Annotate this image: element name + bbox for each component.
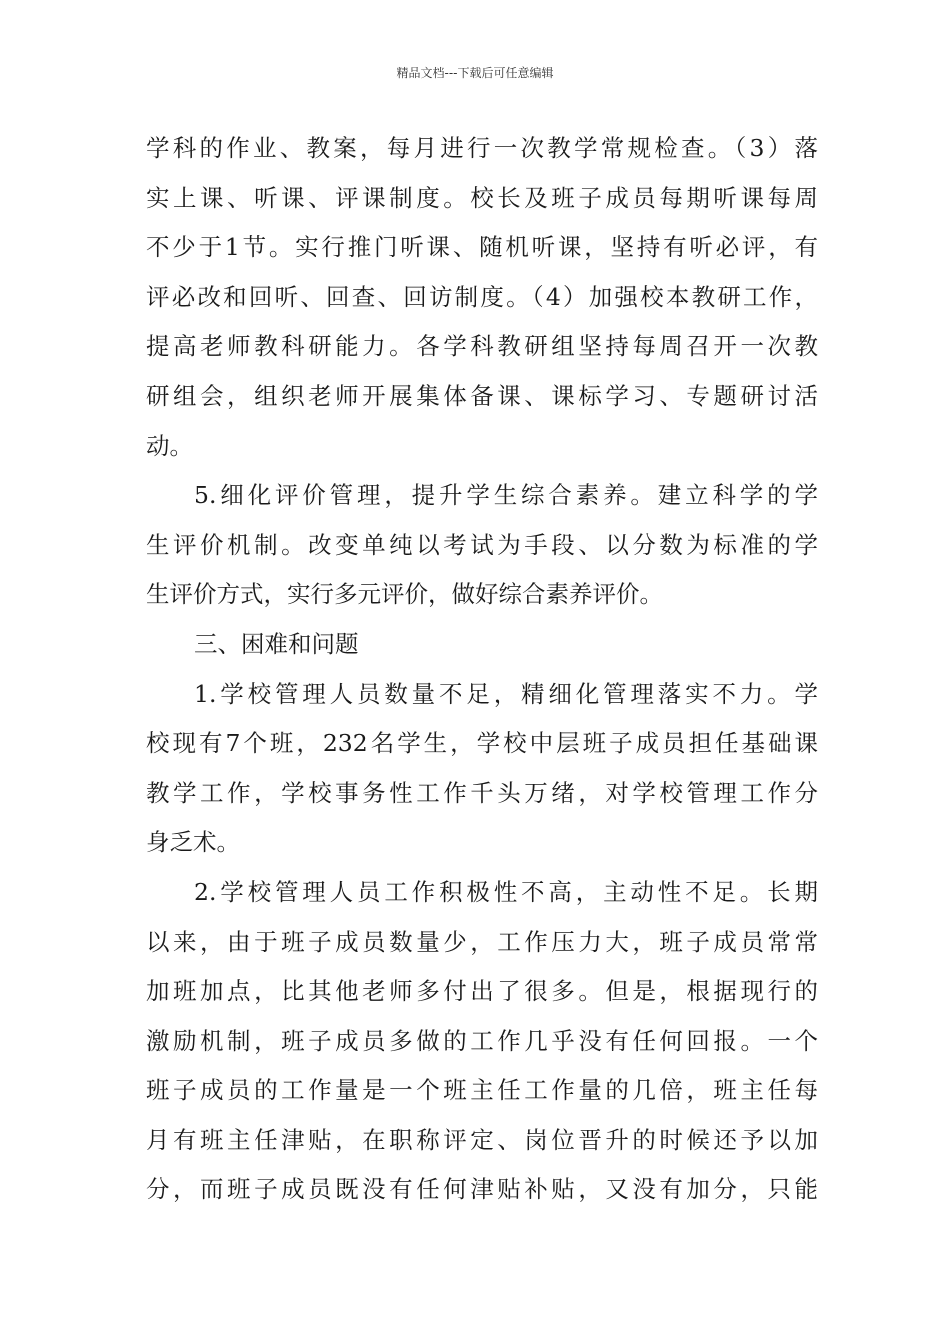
text-line: 生评价机制。改变单纯以考试为手段、以分数为标准的学 bbox=[146, 530, 818, 559]
document-body bbox=[146, 124, 818, 1215]
text-line: 研组会，组织老师开展集体备课、课标学习、专题研讨活 bbox=[146, 381, 818, 410]
text-line: 生评价方式，实行多元评价，做好综合素养评价。 bbox=[146, 580, 663, 609]
text-line: 教学工作，学校事务性工作千头万绪，对学校管理工作分 bbox=[146, 778, 818, 807]
section-heading: 三、困难和问题 bbox=[194, 629, 359, 658]
text-line: 不少于1节。实行推门听课、随机听课，坚持有听必评，有 bbox=[146, 233, 818, 262]
text-line: 校现有7个班，232名学生，学校中层班子成员担任基础课 bbox=[146, 729, 818, 758]
text-line: 激励机制，班子成员多做的工作几乎没有任何回报。一个 bbox=[146, 1026, 818, 1055]
text-line: 身乏术。 bbox=[146, 828, 240, 857]
text-line: 评必改和回听、回查、回访制度。（4）加强校本教研工作， bbox=[146, 282, 818, 311]
text-line: 班子成员的工作量是一个班主任工作量的几倍，班主任每 bbox=[146, 1076, 818, 1105]
text-line: 提高老师教科研能力。各学科教研组坚持每周召开一次教 bbox=[146, 332, 818, 361]
text-line: 学科的作业、教案，每月进行一次教学常规检查。（3）落 bbox=[146, 134, 818, 162]
text-line: 加班加点，比其他老师多付出了很多。但是，根据现行的 bbox=[146, 977, 818, 1006]
paragraph-first-line: 5.细化评价管理，提升学生综合素养。建立科学的学 bbox=[194, 481, 818, 510]
paragraph-first-line: 1.学校管理人员数量不足，精细化管理落实不力。学 bbox=[194, 679, 818, 708]
text-line: 以来，由于班子成员数量少，工作压力大，班子成员常常 bbox=[146, 927, 818, 956]
text-line: 分，而班子成员既没有任何津贴补贴，又没有加分，只能 bbox=[146, 1175, 818, 1204]
text-line: 实上课、听课、评课制度。校长及班子成员每期听课每周 bbox=[146, 183, 818, 212]
paragraph-first-line: 2.学校管理人员工作积极性不高，主动性不足。长期 bbox=[194, 877, 818, 906]
text-line: 动。 bbox=[146, 431, 193, 460]
text-line: 月有班主任津贴，在职称评定、岗位晋升的时候还予以加 bbox=[146, 1125, 818, 1154]
page-header: 精品文档---下载后可任意编辑 bbox=[396, 66, 554, 80]
